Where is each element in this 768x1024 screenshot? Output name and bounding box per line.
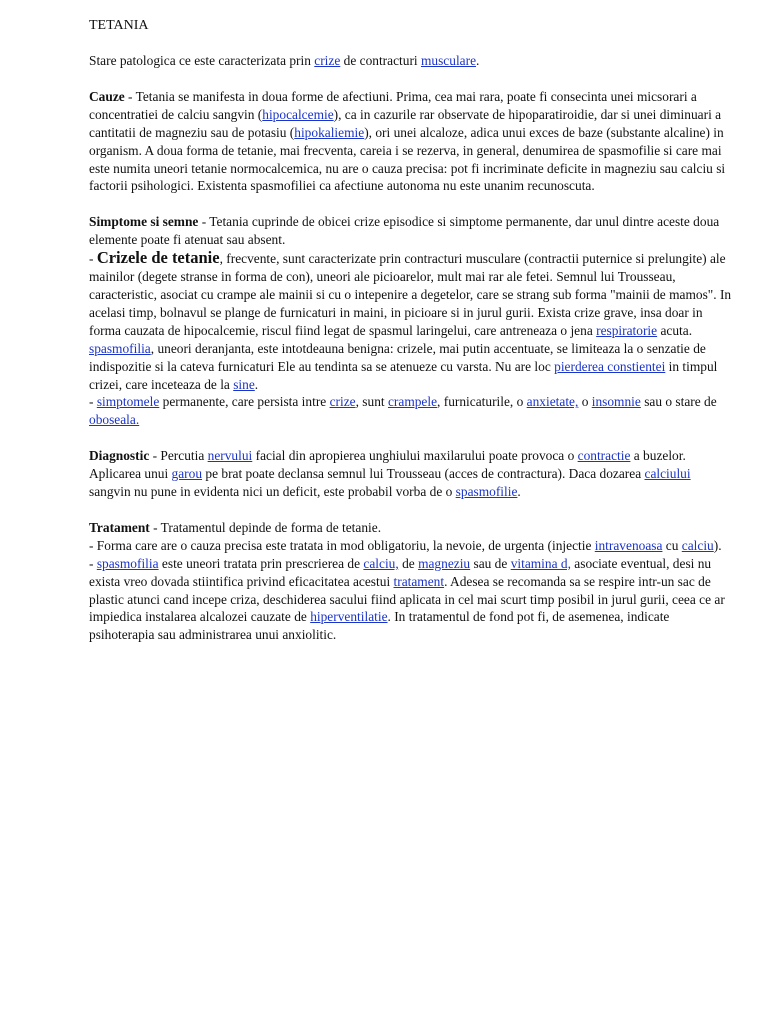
link-spasmofilia-2[interactable]: spasmofilia: [96, 555, 159, 571]
link-vitamina-d[interactable]: vitamina d,: [510, 555, 571, 571]
link-musculare[interactable]: musculare: [420, 53, 477, 68]
simptome-text: - Tetania cuprinde de obicei crize episodice si simptome permanente, dar unul dintre aceste doua elemente poate fi atenuat sau absent.: [89, 214, 720, 248]
diagnostic-heading: Diagnostic: [89, 448, 150, 464]
link-crampele[interactable]: crampele: [387, 394, 438, 410]
tratament-text: de: [398, 555, 419, 571]
simptome-text: , sunt: [355, 394, 388, 410]
link-intravenoasa[interactable]: intravenoasa: [594, 537, 663, 553]
diagnostic-section: [89, 447, 735, 501]
diagnostic-text: facial din apropierea unghiului maxilarului poate provoca o: [252, 448, 578, 464]
link-respiratorie[interactable]: respiratorie: [596, 322, 658, 338]
dash: -: [89, 555, 97, 571]
link-garou[interactable]: garou: [171, 466, 203, 482]
link-calciu[interactable]: calciu: [681, 537, 714, 553]
simptome-text: in timpul crizei, care inceteaza de la: [89, 358, 718, 392]
diagnostic-text: a buzelor. Aplicarea unui: [89, 448, 686, 482]
link-sine[interactable]: sine: [233, 376, 255, 392]
tratament-item-2: [89, 555, 735, 645]
tratament-item-1: [89, 537, 735, 555]
simptome-text: , frecvente, sunt caracterizate prin contracturi musculare (contractii puternice si prelungite) ale mainilor (degete stranse in forma de con), uneori ale picioarelor, mult mai rar ale fetei. Semnul lui Trousseau, caracteristic, asociat cu crampe ale mainii si cu o intepenire a degetelor, care se strang sub forma "mainii de mamos". In acelasi timp, bolnavul se plange de furnicaturi in maini, in picioare si in jurul gurii. Exista crize grave, insa doar in forma cauzata de hipocalcemie, riscul fiind legat de spasmul laringelui, care antreneaza o jena: [89, 251, 732, 338]
link-spasmofilia[interactable]: spasmofilia: [89, 340, 151, 356]
simptome-text: permanente, care persista intre: [159, 394, 330, 410]
link-magneziu[interactable]: magneziu: [418, 555, 471, 571]
diagnostic-text: - Percutia: [149, 448, 208, 464]
link-crize-2[interactable]: crize: [329, 394, 356, 410]
tratament-text: asociate eventual, desi nu exista vreo dovada stiintifica privind eficacitatea acestui: [89, 555, 712, 589]
document-title: TETANIA: [89, 18, 149, 33]
tratament-text: . In tratamentul de fond pot fi, de asemenea, indicate psihoterapia sau administrarea unui anxiolitic.: [89, 609, 670, 643]
simptome-text: , furnicaturile, o: [437, 394, 527, 410]
link-oboseala[interactable]: oboseala.: [89, 412, 140, 428]
simptome-text: sau o stare de: [640, 394, 717, 410]
simptome-text: acuta.: [657, 322, 693, 338]
tratament-text: cu: [662, 537, 682, 553]
tratament-text: - Tratamentul depinde de forma de tetanie.: [149, 519, 382, 535]
simptome-text: o: [578, 394, 592, 410]
tratament-text: este uneori tratata prin prescrierea de: [158, 555, 364, 571]
cauze-text: ), ca in cazurile rar observate de hipoparatiroidie, dar si unei diminuari a cantitatii de magneziu sau de potasiu (: [89, 106, 722, 140]
cauze-text: - Tetania se manifesta in doua forme de afectiuni. Prima, cea mai rara, poate fi consecinta unei micsorari a concentratiei de calciu sangvin (: [89, 88, 697, 122]
simptome-text: .: [254, 376, 259, 392]
link-contractie[interactable]: contractie: [577, 448, 631, 464]
link-hipokaliemie[interactable]: hipokaliemie: [294, 124, 365, 140]
tratament-text: ).: [713, 537, 722, 553]
link-tratament[interactable]: tratament: [393, 573, 445, 589]
link-insomnie[interactable]: insomnie: [591, 394, 641, 410]
crizele-heading: Crizele de tetanie: [96, 248, 220, 268]
link-hiperventilatie[interactable]: hiperventilatie: [310, 609, 388, 625]
simptome-section: [89, 213, 735, 429]
link-anxietate[interactable]: anxietate,: [526, 394, 579, 410]
tratament-text: sau de: [470, 555, 511, 571]
link-calciului[interactable]: calciului: [644, 466, 691, 482]
link-hipocalcemie[interactable]: hipocalcemie: [262, 106, 334, 122]
tratament-text: . Adesea se recomanda sa se respire intr-un sac de plastic atunci cand incepe criza, deschiderea sacului fiind aplicata in cel mai scurt timp posibil in jurul gurii, ceea ce ar impiedica instalarea alcalozei cauzate de: [89, 573, 725, 625]
intro-text: .: [476, 53, 480, 68]
simptome-text: , uneori deranjanta, este intotdeauna benigna: crizele, mai putin accentuate, se limiteaza la o senzatie de indispozitie si la cateva furnicaturi Ele au tendinta sa se atenueze cu varsta. Nu are loc: [89, 340, 706, 374]
link-crize[interactable]: crize: [314, 53, 341, 68]
cauze-text: ), ori unei alcaloze, adica unui exces de baze (substante alcaline) in organism. A doua forma de tetanie, mai frecventa, careia i se rezerva, in general, denumirea de spasmofilie si care mai este numita uneori tetanie normocalcemica, nu are o cauza precisa: pot fi incriminate deficite in magneziu sau calciu si factorii psihologici. Existenta spasmofiliei ca afectiune autonoma nu este unanim recunoscuta.: [89, 124, 726, 194]
tratament-heading: Tratament: [89, 519, 150, 535]
diagnostic-text: sangvin nu pune in evidenta nici un deficit, este probabil vorba de o: [89, 484, 456, 500]
link-pierderea-constientei[interactable]: pierderea constientei: [554, 358, 666, 374]
tratament-section: [89, 519, 735, 644]
link-simptomele[interactable]: simptomele: [96, 394, 160, 410]
link-spasmofilie[interactable]: spasmofilie: [455, 484, 518, 500]
dash: -: [89, 251, 97, 267]
cauze-section: [89, 88, 735, 195]
link-nervului[interactable]: nervului: [207, 448, 253, 464]
diagnostic-text: pe brat poate declansa semnul lui Trousseau (acces de contractura). Daca dozarea: [202, 466, 645, 482]
cauze-heading: Cauze: [89, 88, 125, 104]
simptome-permanente-item: [89, 393, 735, 429]
dash: -: [89, 394, 97, 410]
intro-paragraph: [89, 52, 735, 70]
diagnostic-text: .: [517, 484, 521, 500]
tratament-text: - Forma care are o cauza precisa este tratata in mod obligatoriu, la nevoie, de urgenta (injectie: [89, 537, 595, 553]
link-calciu-2[interactable]: calciu,: [363, 555, 399, 571]
intro-text: Stare patologica ce este caracterizata prin: [89, 53, 315, 68]
crize-item: [89, 249, 735, 393]
intro-text: de contracturi: [340, 53, 421, 68]
document-page: [89, 16, 735, 662]
simptome-heading: Simptome si semne: [89, 214, 199, 230]
